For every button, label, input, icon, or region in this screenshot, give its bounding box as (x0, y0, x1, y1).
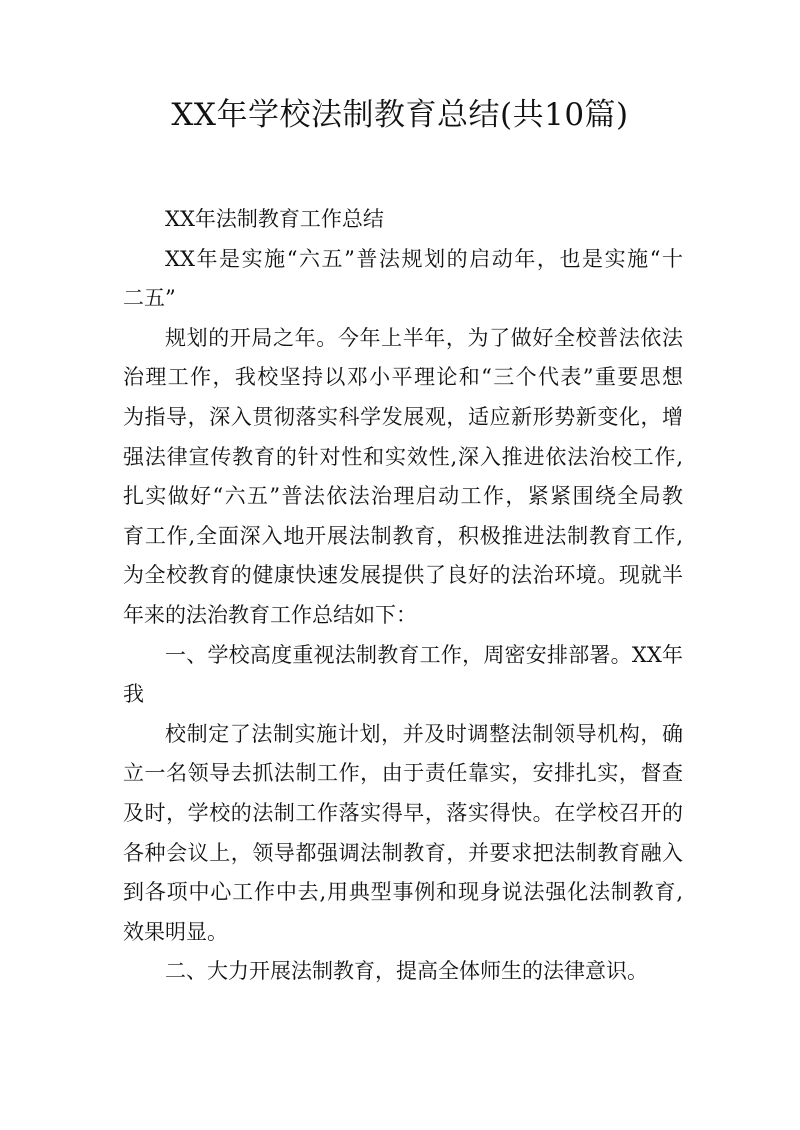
paragraph-line: 及时，学校的法制工作落实得早，落实得快。在学校召开的 (123, 800, 683, 825)
paragraph-line: 二、大力开展法制教育，提高全体师生的法律意识。 (165, 959, 648, 984)
paragraph-line: 治理工作，我校坚持以邓小平理论和“三个代表”重要思想 (123, 365, 683, 390)
paragraph-line: 立一名领导去抓法制工作，由于责任靠实，安排扎实，督查 (123, 761, 683, 786)
paragraph-line: 二五” (123, 286, 176, 311)
paragraph-line: 为全校教育的健康快速发展提供了良好的法治环境。现就半 (123, 563, 683, 588)
paragraph-line: XX年是实施“六五”普法规划的启动年，也是实施“十 (165, 246, 683, 271)
document-body (123, 200, 683, 992)
paragraph-line: 年来的法治教育工作总结如下： (123, 602, 417, 627)
paragraph-line: 一、学校高度重视法制教育工作，周密安排部署。XX年 (165, 642, 683, 667)
document-title: XX年学校法制教育总结(共10篇) (171, 97, 629, 133)
paragraph-line: 为指导，深入贯彻落实科学发展观，适应新形势新变化，增 (123, 404, 683, 429)
paragraph-line: 我 (123, 682, 144, 707)
paragraph-line: 强法律宣传教育的针对性和实效性,深入推进依法治校工作, (123, 444, 683, 469)
paragraph-line: 育工作,全面深入地开展法制教育，积极推进法制教育工作, (123, 523, 683, 548)
paragraph-line: 各种会议上，领导都强调法制教育，并要求把法制教育融入 (123, 840, 683, 865)
paragraph-line: 规划的开局之年。今年上半年，为了做好全校普法依法 (165, 325, 683, 350)
paragraph-line: 效果明显。 (123, 919, 228, 944)
paragraph-line: 校制定了法制实施计划，并及时调整法制领导机构，确 (165, 721, 683, 746)
section-heading: XX年法制教育工作总结 (165, 207, 384, 231)
paragraph-line: 到各项中心工作中去,用典型事例和现身说法强化法制教育, (123, 880, 683, 905)
paragraph-line: 扎实做好“六五”普法依法治理启动工作，紧紧围绕全局教 (123, 484, 683, 509)
